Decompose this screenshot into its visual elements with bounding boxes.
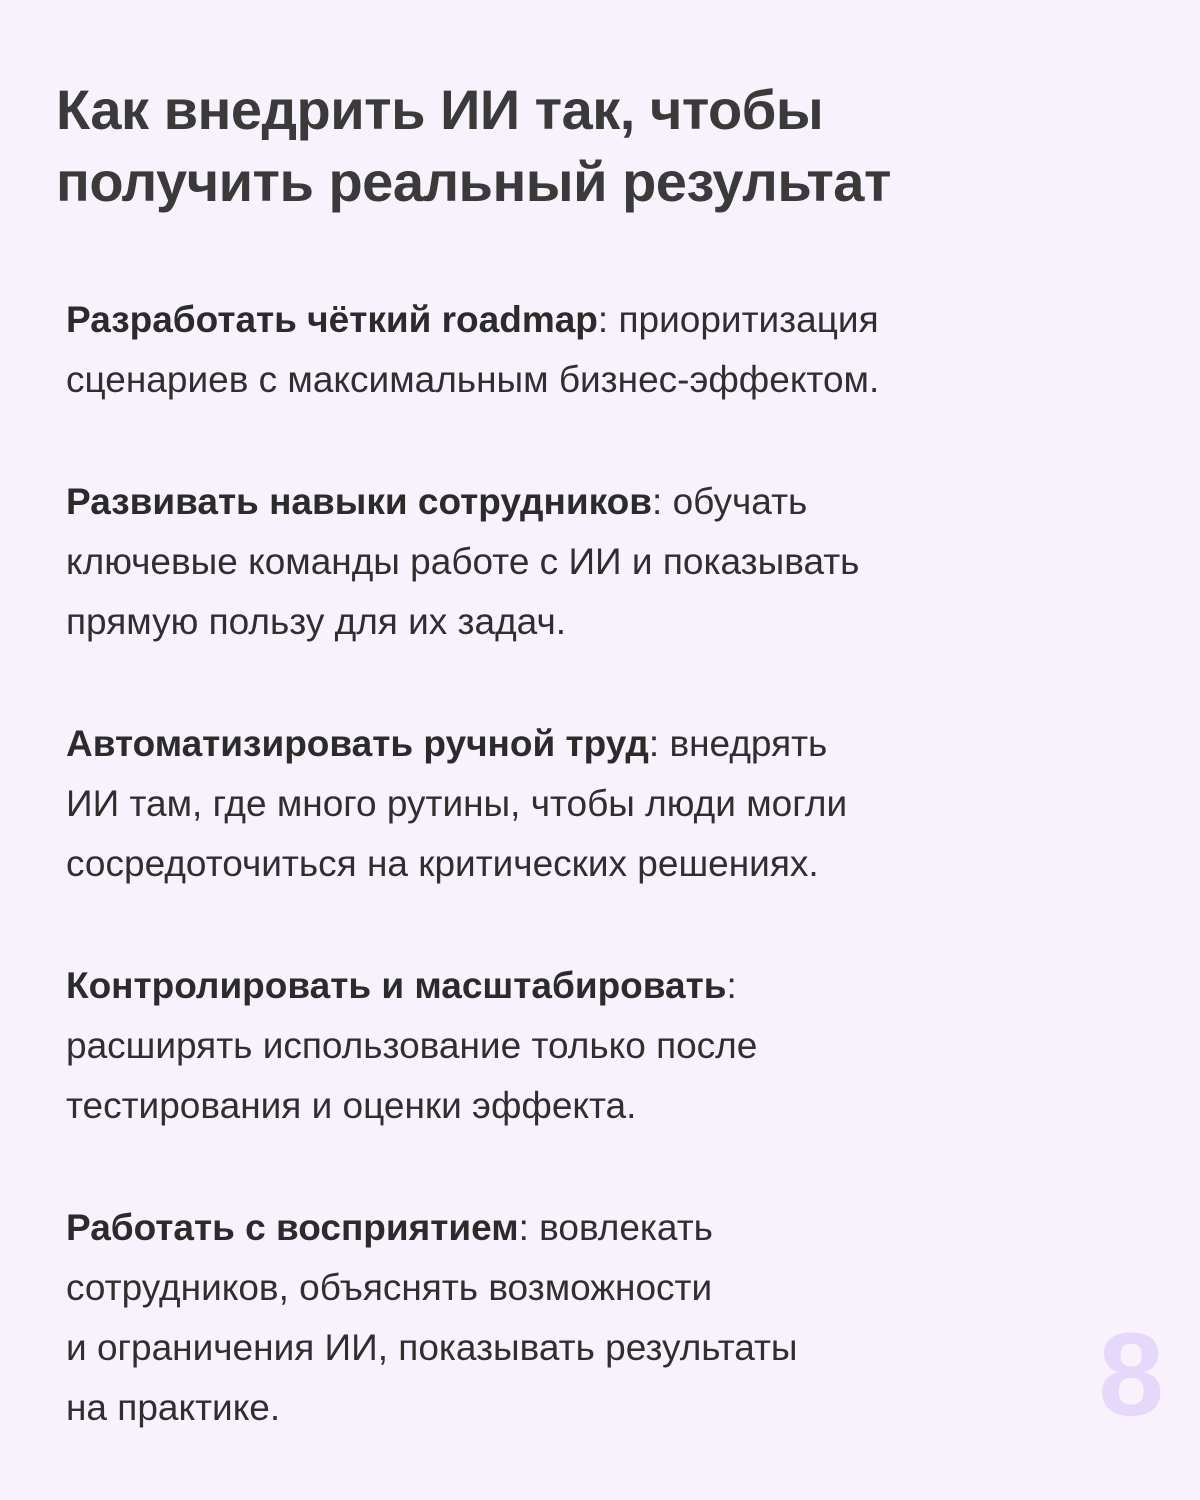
item-text: сосредоточиться на критических решениях. [66,843,819,884]
item-text: : обучать [652,481,808,522]
item-text: сценариев с максимальным бизнес-эффектом. [66,359,880,400]
list-item [66,472,1146,652]
item-heading: Разработать чёткий roadmap [66,299,598,340]
item-text: расширять использование только после [66,1025,758,1066]
item-text: : [726,965,737,1006]
item-text: ИИ там, где много рутины, чтобы люди могли [66,783,848,824]
item-text: тестирования и оценки эффекта. [66,1085,637,1126]
title-line-1: Как внедрить ИИ так, чтобы [56,78,824,141]
item-text: сотрудников, объяснять возможности [66,1267,713,1308]
page-number: 8 [1098,1309,1164,1441]
item-text: : вовлекать [518,1207,713,1248]
item-text: прямую пользу для их задач. [66,601,567,642]
title-line-2: получить реальный результат [56,150,891,213]
item-text: : приоритизация [597,299,879,340]
item-heading: Работать с восприятием [66,1207,519,1248]
item-text: на практике. [66,1387,281,1428]
item-text: : внедрять [648,723,828,764]
list-item [66,714,1146,894]
item-heading: Развивать навыки сотрудников [66,481,653,522]
list-item [66,956,1146,1136]
item-heading: Автоматизировать ручной труд [66,723,649,764]
item-heading: Контролировать и масштабировать [66,965,727,1006]
list-item [66,290,1146,410]
item-text: и ограничения ИИ, показывать результаты [66,1327,798,1368]
item-text: ключевые команды работе с ИИ и показывать [66,541,860,582]
list-item [66,1198,1146,1438]
recommendations-list [66,290,1146,1438]
page-title [56,74,1136,218]
